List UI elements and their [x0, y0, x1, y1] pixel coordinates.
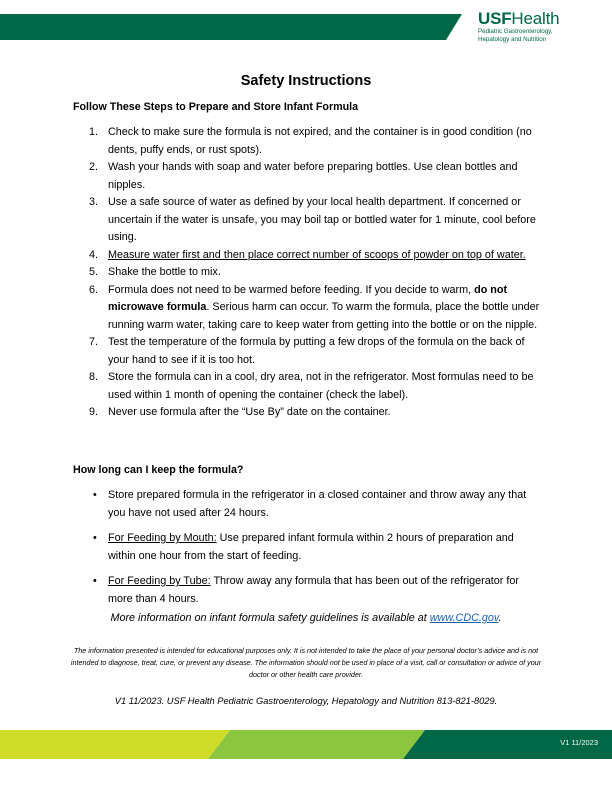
bullet-icon: •	[93, 532, 97, 544]
usf-health-logo	[478, 10, 598, 43]
list-item	[73, 404, 543, 422]
list-item	[73, 530, 543, 565]
more-info-text: More information on infant formula safety guidelines is available at	[110, 612, 430, 624]
step-text: Test the temperature of the formula by putting a few drops of the formula on the back of your hand to see if it is too hot.	[108, 336, 525, 366]
step-text: Check to make sure the formula is not expired, and the container is in good condition (no dents, puffy ends, or rust spots).	[108, 126, 532, 156]
step-text-continued: . Serious harm can occur. To warm the formula, place the bottle under running warm water, taking care to keep water from getting into the bottle or on the nipple.	[108, 301, 540, 331]
more-info-end: .	[498, 612, 502, 624]
list-item	[73, 159, 543, 194]
footer-band	[0, 730, 612, 759]
step-number: 3.	[89, 196, 99, 208]
more-info-line	[0, 612, 612, 624]
bullet-icon: •	[93, 575, 97, 587]
page-title: Safety Instructions	[240, 73, 372, 89]
step-number: 7.	[89, 336, 99, 348]
step-number: 5.	[89, 266, 99, 278]
footer-version: V1 11/2023	[560, 738, 598, 747]
logo-subtitle-line2: Hepatology and Nutrition	[478, 35, 547, 43]
step-number: 2.	[89, 161, 99, 173]
step-text: Store the formula can in a cool, dry area, not in the refrigerator. Most formulas need to be used within 1 month of opening the container (check the label).	[108, 371, 534, 401]
list-item	[73, 194, 543, 247]
bullet-icon: •	[93, 489, 97, 501]
version-contact-line: V1 11/2023. USF Health Pediatric Gastroenterology, Hepatology and Nutrition 813-821-8029.	[114, 696, 498, 706]
step-number: 8.	[89, 371, 99, 383]
logo-wordmark	[478, 10, 598, 28]
list-item	[73, 334, 543, 369]
keep-heading: How long can I keep the formula?	[73, 464, 244, 476]
storage-bullets-list	[73, 487, 543, 616]
step-text: Formula does not need to be warmed before feeding. If you decide to warm,	[108, 283, 475, 296]
prepare-heading: Follow These Steps to Prepare and Store Infant Formula	[73, 101, 359, 113]
bullet-label: For Feeding by Mouth:	[108, 532, 217, 544]
bullet-label: For Feeding by Tube:	[108, 575, 211, 587]
step-text: Use a safe source of water as defined by your local health department. If concerned or uncertain if the water is unsafe, you may boil tap or bottled water for 1 minute, cool before using.	[108, 196, 536, 243]
logo-subtitle-line1: Pediatric Gastroenterology,	[478, 28, 553, 35]
list-item	[73, 369, 543, 404]
bullet-text: Use prepared infant formula within 2 hours of preparation and within one hour from the start of feeding.	[108, 532, 514, 562]
logo-brand-bold: USF	[478, 9, 512, 28]
list-item	[73, 264, 543, 282]
list-item	[73, 487, 543, 522]
list-item	[73, 282, 543, 335]
step-number: 1.	[89, 126, 99, 138]
preparation-steps-list	[73, 124, 543, 422]
list-item	[73, 573, 543, 608]
list-item	[73, 124, 543, 159]
step-number: 9.	[89, 406, 99, 418]
step-text: Shake the bottle to mix.	[108, 266, 221, 278]
step-number: 6.	[89, 283, 99, 296]
bullet-text: Throw away any formula that has been out of the refrigerator for more than 4 hours.	[108, 575, 519, 605]
list-item	[73, 247, 543, 265]
step-text-underlined: Measure water first and then place correct number of scoops of powder on top of water.	[108, 248, 526, 261]
disclaimer: The information presented is intended for educational purposes only. It is not intended to take the place of your personal doctor’s advice and is not intended to diagnose, treat, cure, or prevent any disease. The information should not be used in place of a visit, call or consultation or advice of your doctor or other health care provider.	[70, 646, 542, 679]
bullet-text: Store prepared formula in the refrigerator in a closed container and throw away any that you have not used after 24 hours.	[108, 489, 527, 519]
step-text: Never use formula after the “Use By” date on the container.	[108, 406, 391, 418]
logo-brand-regular: Health	[511, 9, 560, 28]
step-text: Wash your hands with soap and water before preparing bottles. Use clean bottles and nipples.	[108, 161, 518, 191]
step-number: 4.	[89, 248, 99, 261]
step-warning-bold: do not microwave formula	[108, 283, 508, 313]
cdc-link[interactable]: www.CDC.gov	[429, 612, 499, 624]
